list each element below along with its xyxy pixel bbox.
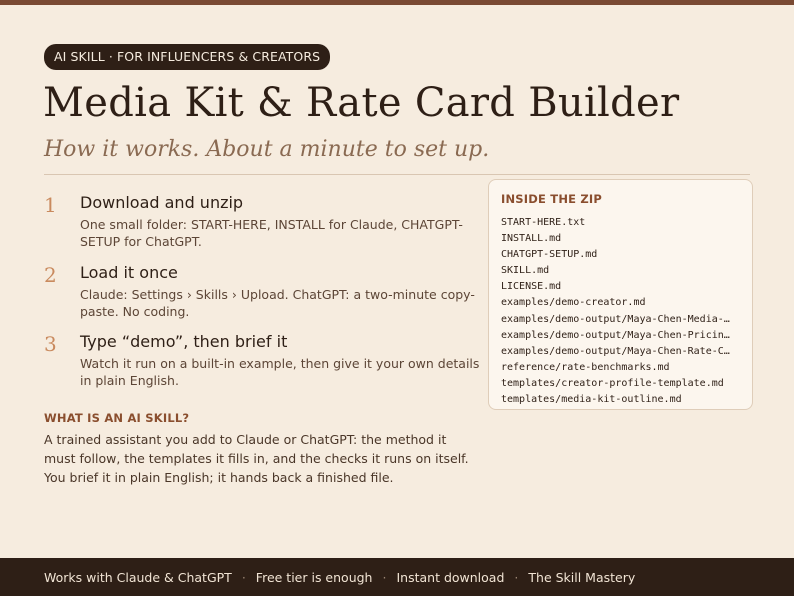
footer-separator: · — [382, 569, 387, 585]
file-item: templates/creator-profile-template.md — [501, 377, 724, 389]
step-title: Download and unzip — [80, 193, 244, 212]
faq-body: A trained assistant you add to Claude or ChatGPT: the method it must follow, the templates it fills in, and the checks it runs on itself. You brief it in plain English; it hands back a finished file. — [44, 432, 469, 485]
file-item: INSTALL.md — [501, 233, 562, 245]
step-title: Load it once — [80, 263, 178, 282]
step-number: 2 — [44, 263, 57, 287]
step-description: Watch it run on a built-in example, then give it your own details in plain English. — [80, 356, 480, 388]
file-item: templates/media-kit-outline.md — [501, 394, 682, 406]
file-item: examples/demo-creator.md — [501, 297, 646, 309]
page-subtitle: How it works. About a minute to set up. — [44, 137, 490, 162]
footer-separator: · — [514, 569, 519, 585]
divider — [44, 174, 750, 175]
step-description: Claude: Settings › Skills › Upload. ChatGPT: a two-minute copy-paste. No coding. — [80, 287, 475, 319]
file-item: reference/rate-benchmarks.md — [501, 361, 670, 373]
step-number: 3 — [44, 332, 57, 356]
zip-file-list — [501, 215, 740, 408]
file-item: START-HERE.txt — [501, 217, 586, 228]
step-title: Type “demo”, then brief it — [80, 332, 288, 351]
footer-item-pricing: Free tier is enough — [255, 569, 373, 585]
step-description: One small folder: START-HERE, INSTALL for Claude, CHATGPT-SETUP for ChatGPT. — [80, 217, 463, 249]
file-item: examples/demo-output/Maya-Chen-Media-… — [501, 313, 730, 325]
file-item: LICENSE.md — [501, 281, 562, 293]
footer-item-brand: The Skill Mastery — [528, 569, 636, 585]
step-number: 1 — [44, 193, 57, 217]
category-badge: AI SKILL · FOR INFLUENCERS & CREATORS — [44, 44, 330, 70]
footer-item-compatibility: Works with Claude & ChatGPT — [44, 569, 232, 585]
file-item: examples/demo-output/Maya-Chen-Rate-C… — [501, 345, 730, 357]
file-item: SKILL.md — [501, 265, 550, 277]
page-title: Media Kit & Rate Card Builder — [43, 80, 680, 126]
file-item: examples/demo-output/Maya-Chen-Pricin… — [501, 329, 730, 341]
zip-contents-panel — [488, 179, 753, 410]
footer-separator: · — [241, 569, 246, 585]
faq-heading: WHAT IS AN AI SKILL? — [44, 411, 190, 425]
file-item: CHATGPT-SETUP.md — [501, 249, 598, 261]
footer-bar — [0, 558, 794, 596]
top-accent-bar — [0, 0, 794, 5]
footer-item-delivery: Instant download — [396, 569, 505, 585]
zip-heading: INSIDE THE ZIP — [501, 192, 603, 206]
